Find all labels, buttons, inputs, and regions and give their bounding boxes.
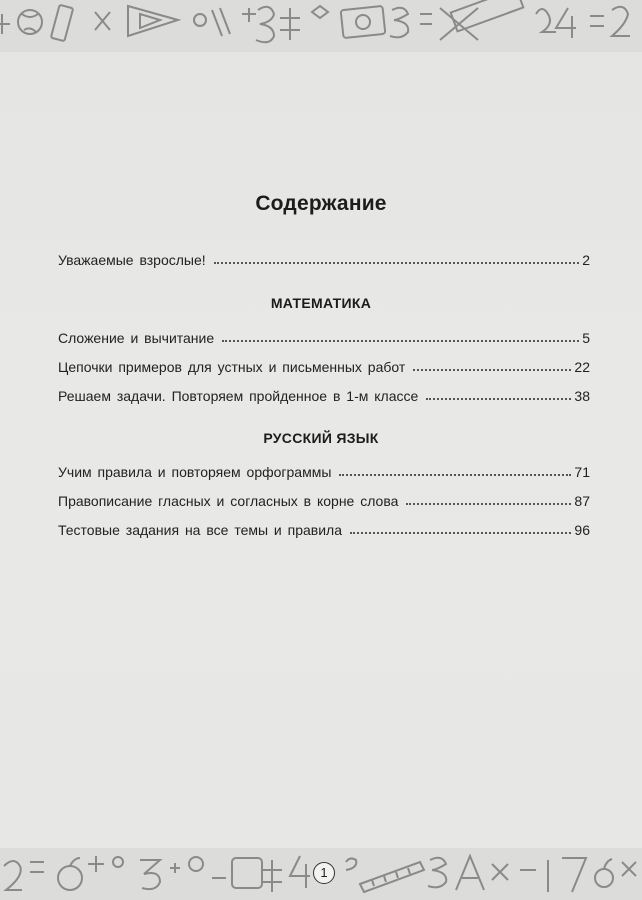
dotted-leader bbox=[222, 340, 579, 342]
dotted-leader bbox=[406, 503, 571, 505]
toc-entry-label: Сложение и вычитание bbox=[58, 330, 215, 346]
section-heading-russian: РУССКИЙ ЯЗЫК bbox=[263, 430, 379, 446]
dotted-leader bbox=[214, 262, 580, 264]
toc-entry[interactable] bbox=[58, 518, 590, 538]
toc-entry-intro[interactable] bbox=[58, 248, 590, 268]
toc-title: Содержание bbox=[255, 192, 387, 215]
dotted-leader bbox=[350, 532, 571, 534]
toc-entry-label: Решаем задачи. Повторяем пройденное в 1-м классе bbox=[58, 388, 419, 404]
page-number: 1 bbox=[313, 862, 335, 884]
toc-entry-page: 96 bbox=[574, 522, 590, 538]
section-heading-math: МАТЕМАТИКА bbox=[270, 295, 372, 311]
toc-entry[interactable] bbox=[58, 355, 590, 375]
toc-entry-label: Цепочки примеров для устных и письменных работ bbox=[58, 359, 406, 375]
school-doodles-icon bbox=[0, 0, 642, 52]
toc-entry[interactable] bbox=[58, 384, 590, 404]
toc-entry-page: 5 bbox=[582, 330, 590, 346]
toc-entry-page: 87 bbox=[574, 493, 590, 509]
toc-entry-page: 71 bbox=[574, 464, 590, 480]
toc-entry-label: Уважаемые взрослые! bbox=[58, 252, 206, 268]
toc-entry-page: 22 bbox=[574, 359, 590, 375]
top-doodle-border bbox=[0, 0, 642, 52]
toc-entry[interactable] bbox=[58, 460, 590, 480]
toc-entry-label: Тестовые задания на все темы и правила bbox=[58, 522, 343, 538]
dotted-leader bbox=[413, 369, 571, 371]
dotted-leader bbox=[426, 398, 571, 400]
toc-entry-page: 2 bbox=[582, 252, 590, 268]
toc-entry-page: 38 bbox=[574, 388, 590, 404]
toc-entry[interactable] bbox=[58, 489, 590, 509]
dotted-leader bbox=[339, 474, 571, 476]
toc-entry-label: Правописание гласных и согласных в корне слова bbox=[58, 493, 399, 509]
toc-entry-label: Учим правила и повторяем орфограммы bbox=[58, 464, 332, 480]
toc-entry[interactable] bbox=[58, 326, 590, 346]
